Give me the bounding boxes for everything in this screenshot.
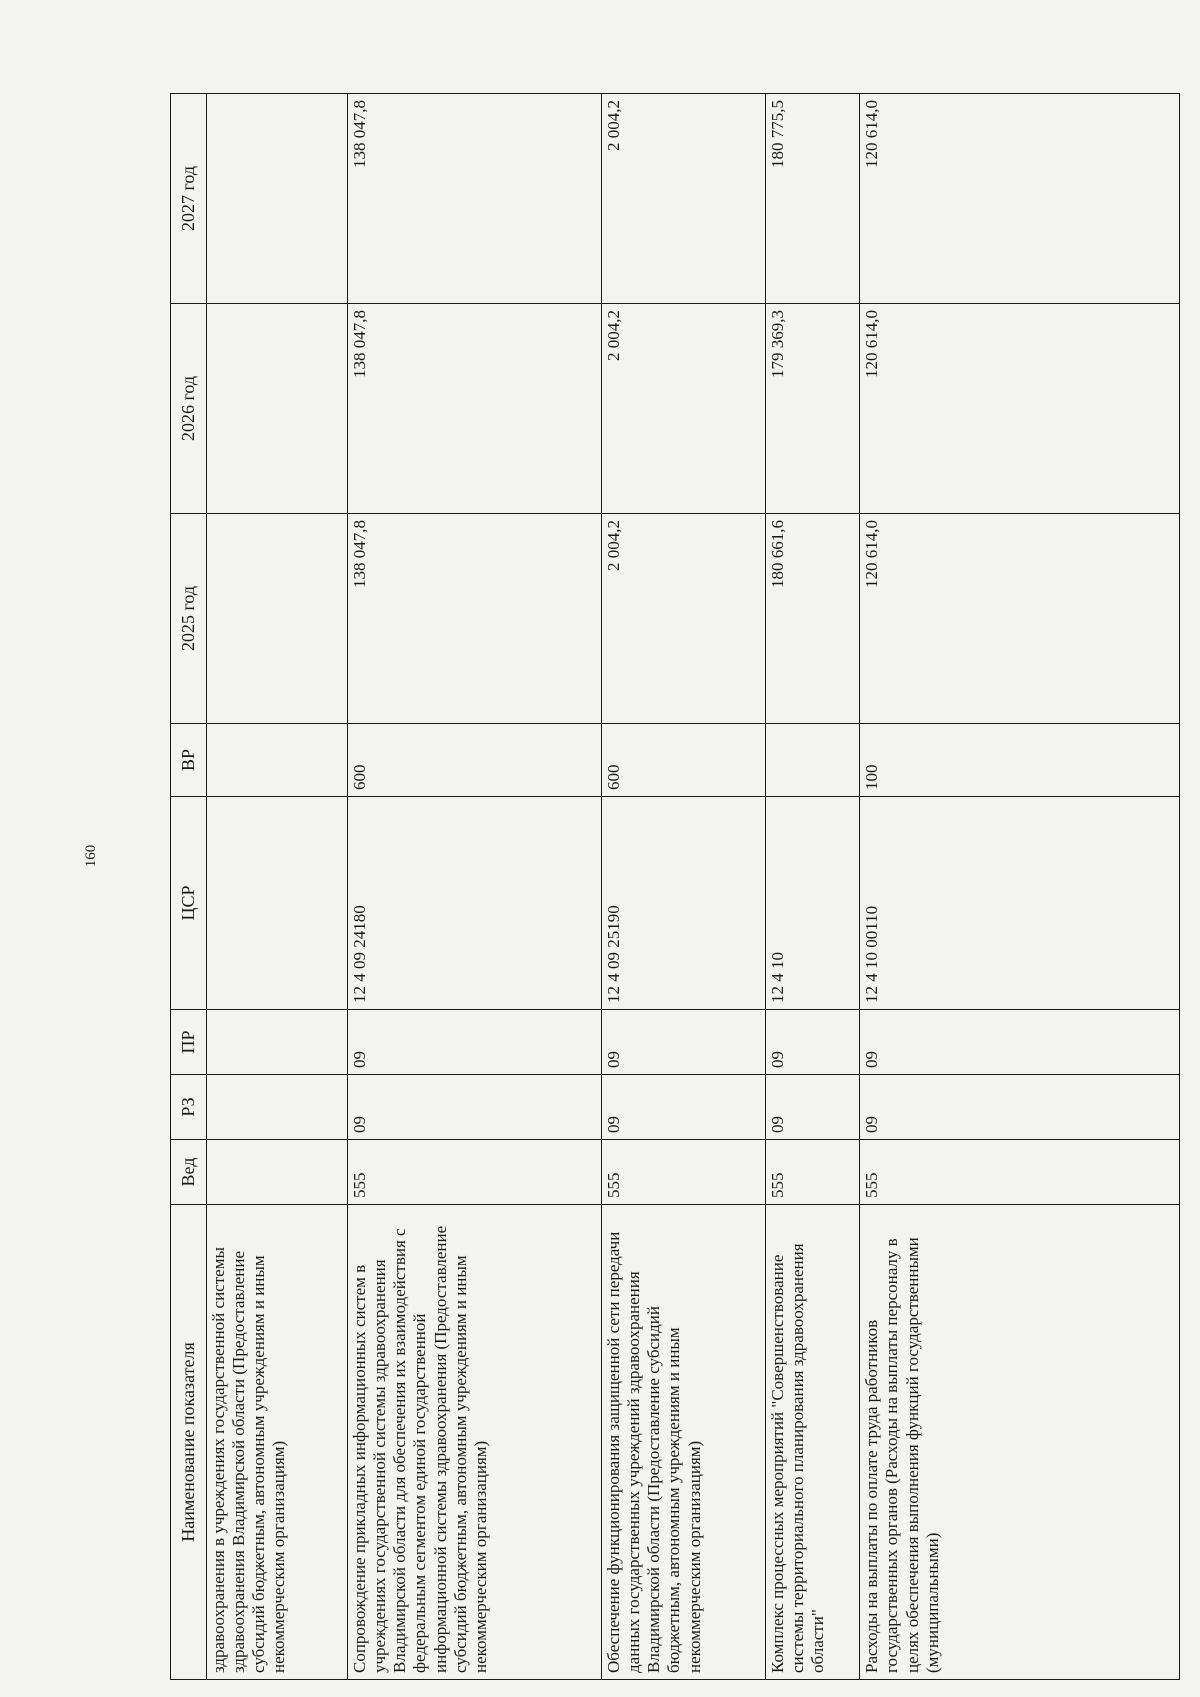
table-row: [602, 94, 766, 1680]
cell-vr: 100: [860, 724, 1180, 797]
cell-name: Сопровождение прикладных информационных систем в учреждениях государственной системы здравоохранения Владимирской области для обеспечения их взаимодействия с федеральным сегментом единой государственной информационной системы здравоохранения (Предоставление субсидий бюджетным, автономным учреждениям и иным некоммерческим организациям): [348, 1205, 602, 1680]
header-csr: ЦСР: [171, 797, 207, 1010]
cell-2026: 179 369,3: [766, 304, 860, 514]
cell-csr: 12 4 09 25190: [602, 797, 766, 1010]
cell-pr: 09: [860, 1010, 1180, 1075]
cell-2025: [207, 514, 348, 724]
cell-ved: 555: [602, 1140, 766, 1205]
cell-2025: 2 004,2: [602, 514, 766, 724]
cell-rz: 09: [602, 1075, 766, 1140]
table-row: [766, 94, 860, 1680]
cell-csr: [207, 797, 348, 1010]
cell-vr: 600: [348, 724, 602, 797]
header-2027: 2027 год: [171, 94, 207, 304]
cell-csr: 12 4 10 00110: [860, 797, 1180, 1010]
cell-2026: [207, 304, 348, 514]
header-rz: РЗ: [171, 1075, 207, 1140]
cell-rz: 09: [860, 1075, 1180, 1140]
cell-2025: 120 614,0: [860, 514, 1180, 724]
cell-name: Расходы на выплаты по оплате труда работников государственных органов (Расходы на выплаты персоналу в целях обеспечения выполнения функций государственными (муниципальными): [860, 1205, 1180, 1680]
header-pr: ПР: [171, 1010, 207, 1075]
cell-vr: 600: [602, 724, 766, 797]
cell-2027: 2 004,2: [602, 94, 766, 304]
header-2026: 2026 год: [171, 304, 207, 514]
cell-2026: 2 004,2: [602, 304, 766, 514]
cell-name: здравоохранения в учреждениях государственной системы здравоохранения Владимирской области (Предоставление субсидий бюджетным, автономным учреждениям и иным некоммерческим организациям): [207, 1205, 348, 1680]
cell-vr: [766, 724, 860, 797]
header-2025: 2025 год: [171, 514, 207, 724]
cell-pr: 09: [766, 1010, 860, 1075]
cell-ved: 555: [766, 1140, 860, 1205]
cell-rz: 09: [766, 1075, 860, 1140]
cell-csr: 12 4 10: [766, 797, 860, 1010]
cell-pr: 09: [348, 1010, 602, 1075]
cell-csr: 12 4 09 24180: [348, 797, 602, 1010]
page-number: 160: [83, 844, 99, 868]
cell-2025: 180 661,6: [766, 514, 860, 724]
cell-rz: [207, 1075, 348, 1140]
cell-pr: 09: [602, 1010, 766, 1075]
cell-ved: 555: [348, 1140, 602, 1205]
cell-vr: [207, 724, 348, 797]
cell-ved: 555: [860, 1140, 1180, 1205]
cell-2027: 120 614,0: [860, 94, 1180, 304]
cell-ved: [207, 1140, 348, 1205]
cell-2027: 180 775,5: [766, 94, 860, 304]
cell-2026: 138 047,8: [348, 304, 602, 514]
cell-2026: 120 614,0: [860, 304, 1180, 514]
header-ved: Вед: [171, 1140, 207, 1205]
budget-table-container: [170, 95, 1180, 1680]
budget-table: [170, 93, 1180, 1680]
table-row: [860, 94, 1180, 1680]
table-header-row: [171, 94, 207, 1680]
table-row: [207, 94, 348, 1680]
cell-pr: [207, 1010, 348, 1075]
cell-2027: [207, 94, 348, 304]
table-row: [348, 94, 602, 1680]
header-vr: ВР: [171, 724, 207, 797]
cell-rz: 09: [348, 1075, 602, 1140]
cell-2025: 138 047,8: [348, 514, 602, 724]
cell-name: Комплекс процессных мероприятий "Совершенствование системы территориального планирования здравоохранения области": [766, 1205, 860, 1680]
cell-2027: 138 047,8: [348, 94, 602, 304]
cell-name: Обеспечение функционирования защищенной сети передачи данных государственных учреждений здравоохранения Владимирской области (Предоставление субсидий бюджетным, автономным учреждениям и иным некоммерческим организациям): [602, 1205, 766, 1680]
header-name: Наименование показателя: [171, 1205, 207, 1680]
